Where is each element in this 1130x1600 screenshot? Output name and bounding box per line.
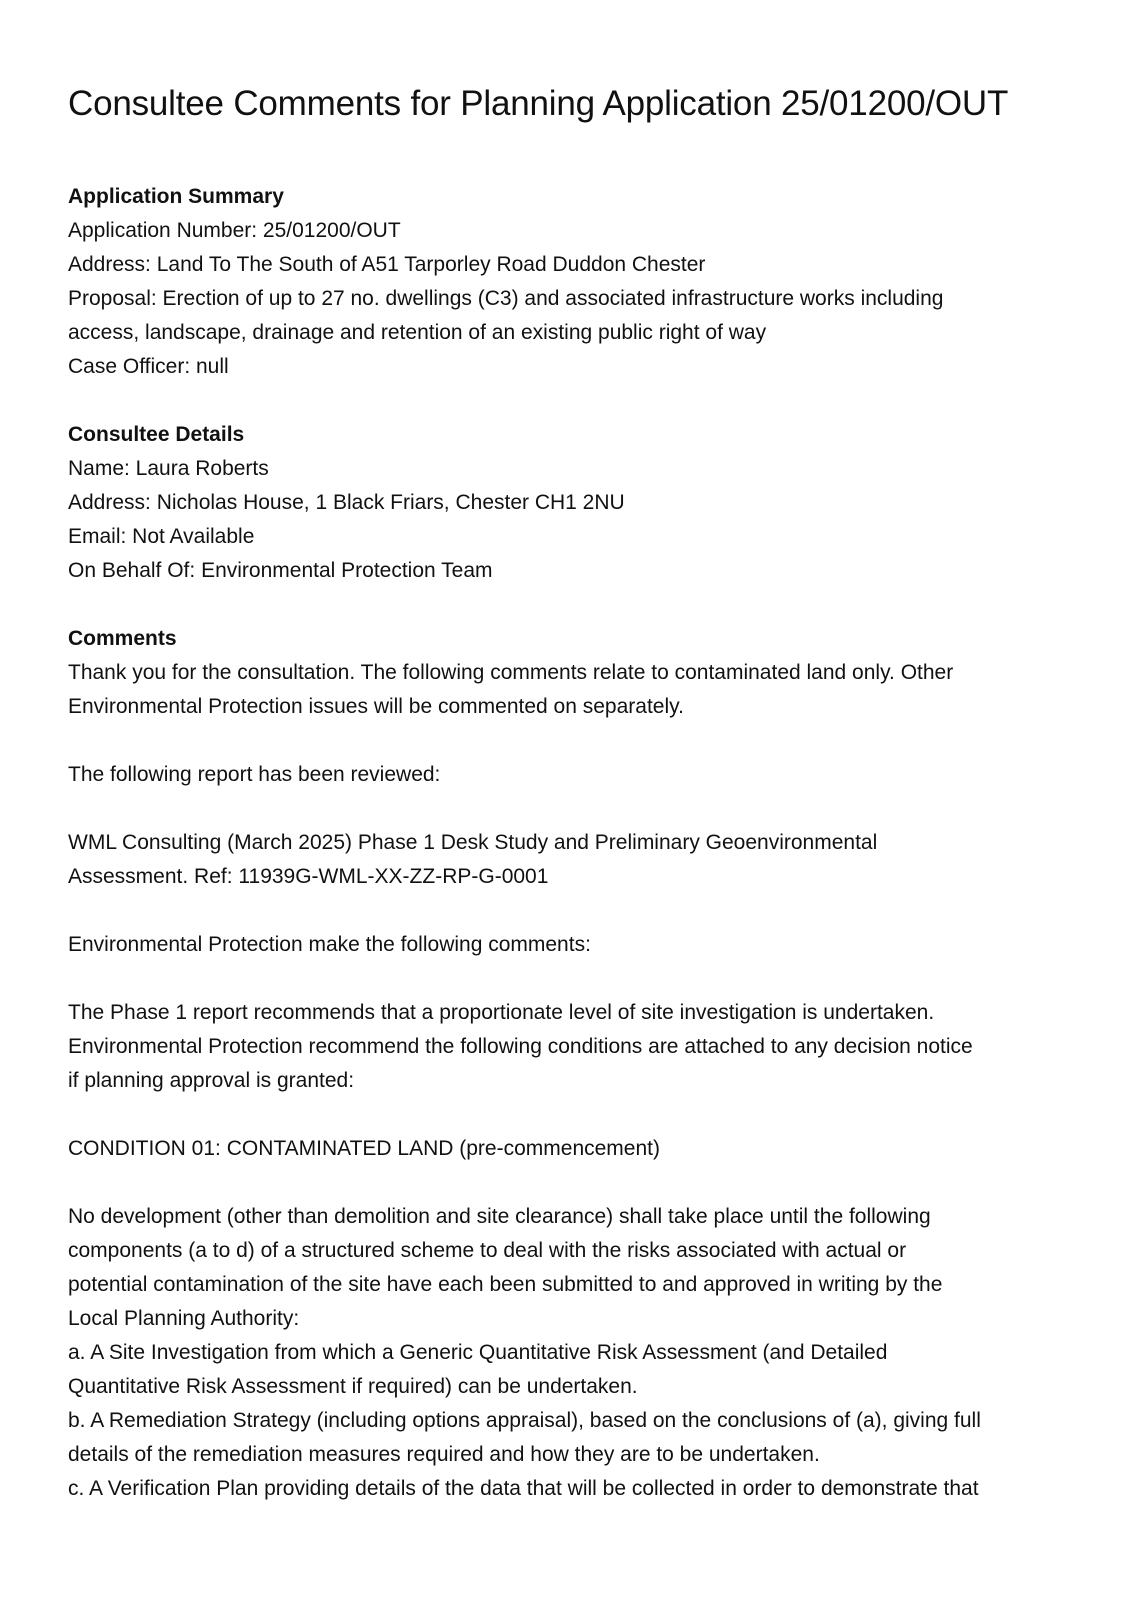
application-summary-heading: Application Summary bbox=[68, 185, 284, 208]
spacer bbox=[68, 1098, 1078, 1132]
spacer bbox=[68, 724, 1078, 758]
spacer bbox=[68, 1166, 1078, 1200]
condition-line-2: components (a to d) of a structured scheme to deal with the risks associated with actual or bbox=[68, 1239, 907, 1262]
comments-heading: Comments bbox=[68, 627, 177, 650]
page-title: Consultee Comments for Planning Application 25/01200/OUT bbox=[68, 84, 1009, 123]
comments-intro-line-1: Thank you for the consultation. The following comments relate to contaminated land only. Other bbox=[68, 661, 954, 684]
comments-report-line-1: WML Consulting (March 2025) Phase 1 Desk Study and Preliminary Geoenvironmental bbox=[68, 831, 878, 854]
spacer bbox=[68, 588, 1078, 622]
application-number: Application Number: 25/01200/OUT bbox=[68, 219, 401, 242]
consultee-details-section bbox=[68, 418, 1078, 588]
consultee-details-heading: Consultee Details bbox=[68, 423, 245, 446]
comments-section bbox=[68, 622, 1078, 1506]
condition-item-b-line-1: b. A Remediation Strategy (including options appraisal), based on the conclusions of (a), giving full bbox=[68, 1409, 981, 1432]
spacer bbox=[68, 792, 1078, 826]
condition-item-a-line-2: Quantitative Risk Assessment if required) can be undertaken. bbox=[68, 1375, 638, 1398]
spacer bbox=[68, 894, 1078, 928]
condition-line-3: potential contamination of the site have each been submitted to and approved in writing by the bbox=[68, 1273, 943, 1296]
condition-title: CONDITION 01: CONTAMINATED LAND (pre-commencement) bbox=[68, 1137, 660, 1160]
condition-line-4: Local Planning Authority: bbox=[68, 1307, 300, 1330]
spacer bbox=[68, 384, 1078, 418]
condition-item-c-line-1: c. A Verification Plan providing details of the data that will be collected in order to demonstrate that bbox=[68, 1477, 979, 1500]
application-proposal-line-1: Proposal: Erection of up to 27 no. dwellings (C3) and associated infrastructure works including bbox=[68, 287, 944, 310]
comments-phase1-line-3: if planning approval is granted: bbox=[68, 1069, 355, 1092]
comments-make-comments: Environmental Protection make the following comments: bbox=[68, 933, 591, 956]
condition-line-1: No development (other than demolition and site clearance) shall take place until the following bbox=[68, 1205, 931, 1228]
application-proposal-line-2: access, landscape, drainage and retention of an existing public right of way bbox=[68, 321, 767, 344]
condition-item-a-line-1: a. A Site Investigation from which a Generic Quantitative Risk Assessment (and Detailed bbox=[68, 1341, 888, 1364]
case-officer: Case Officer: null bbox=[68, 355, 229, 378]
condition-item-b-line-2: details of the remediation measures required and how they are to be undertaken. bbox=[68, 1443, 820, 1466]
document-body bbox=[68, 180, 1078, 1506]
comments-report-line-2: Assessment. Ref: 11939G-WML-XX-ZZ-RP-G-0001 bbox=[68, 865, 549, 888]
comments-intro-line-2: Environmental Protection issues will be commented on separately. bbox=[68, 695, 684, 718]
comments-reviewed: The following report has been reviewed: bbox=[68, 763, 441, 786]
application-address: Address: Land To The South of A51 Tarporley Road Duddon Chester bbox=[68, 253, 706, 276]
consultee-name: Name: Laura Roberts bbox=[68, 457, 269, 480]
consultee-address: Address: Nicholas House, 1 Black Friars, Chester CH1 2NU bbox=[68, 491, 625, 514]
application-summary-section bbox=[68, 180, 1078, 384]
spacer bbox=[68, 962, 1078, 996]
comments-phase1-line-2: Environmental Protection recommend the following conditions are attached to any decision notice bbox=[68, 1035, 973, 1058]
consultee-on-behalf-of: On Behalf Of: Environmental Protection Team bbox=[68, 559, 493, 582]
comments-phase1-line-1: The Phase 1 report recommends that a proportionate level of site investigation is undertaken. bbox=[68, 1001, 935, 1024]
consultee-email: Email: Not Available bbox=[68, 525, 255, 548]
